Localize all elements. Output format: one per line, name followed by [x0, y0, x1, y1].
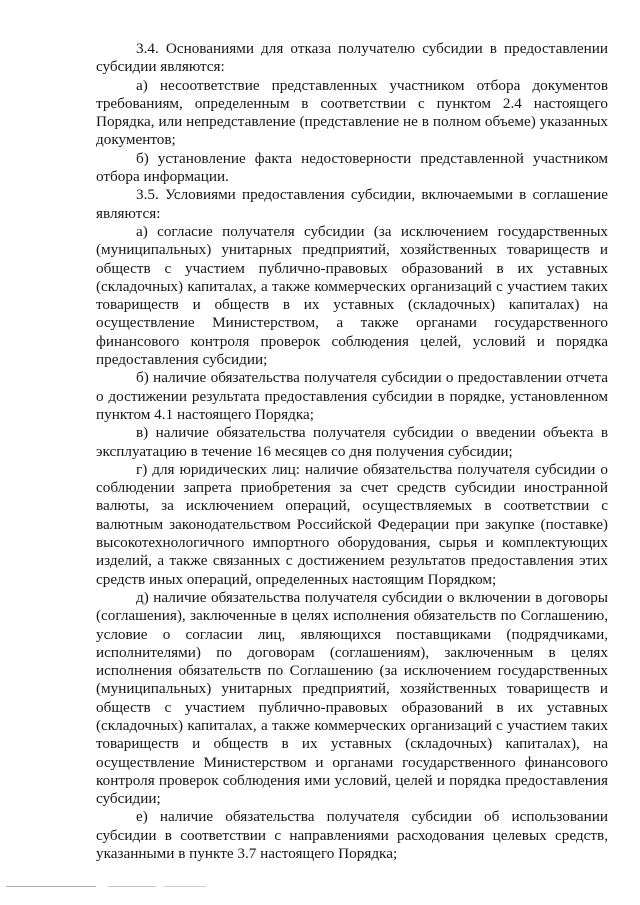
paragraph-3-5-a: а) согласие получателя субсидии (за исключением государственных (муниципальных) унитарных предприятий, хозяйственных товариществ и обществ с участием публично-правовых образований в их уставных (складочных) капиталах, а также коммерческих организаций с участием таких товариществ и обществ в их уставных (складочных) капиталах) на осуществление Министерством, а также органами государственного финансового контроля проверок соблюдения целей, условий и порядка предоставления субсидии; [96, 222, 608, 369]
paragraph-3-5-v: в) наличие обязательства получателя субсидии о введении объекта в эксплуатацию в течение 16 месяцев со дня получения субсидии; [96, 424, 608, 460]
paragraph-3-5-b: б) наличие обязательства получателя субсидии о предоставлении отчета о достижении результата предоставления субсидии в порядке, установленном пунктом 4.1 настоящего Порядка; [96, 369, 608, 423]
paragraph-3-4: 3.4. Основаниями для отказа получателю субсидии в предоставлении субсидии являются: [96, 40, 608, 76]
paragraph-3-4-a: а) несоответствие представленных участником отбора документов требованиям, определенным в соответствии с пунктом 2.4 настоящего Порядка, или непредставление (представление не в полном объеме) указанных документов; [96, 76, 608, 149]
paragraph-3-4-b: б) установление факта недостоверности представленной участником отбора информации. [96, 149, 608, 186]
footer-divider [6, 886, 206, 887]
paragraph-3-5-d: д) наличие обязательства получателя субсидии о включении в договоры (соглашения), заключенные в целях исполнения обязательств по Соглашению, условие о согласии лиц, являющихся поставщиками (подрядчиками, исполнителями) по договорам (соглашениям), заключенным в целях исполнения обязательств по Соглашению (за исключением государственных (муниципальных) унитарных предприятий, хозяйственных товариществ и обществ с участием публично-правовых образований в их уставных (складочных) капиталах, а также коммерческих организаций с участием таких товариществ и обществ в их уставных (складочных) капиталах), на осуществление Министерством и органами государственного финансового контроля проверок соблюдения ими условий, целей и порядка предоставления субсидии; [96, 588, 608, 808]
paragraph-3-5: 3.5. Условиями предоставления субсидии, включаемыми в соглашение являются: [96, 186, 608, 222]
paragraph-3-5-g: г) для юридических лиц: наличие обязательства получателя субсидии о соблюдении запрета приобретения за счет средств субсидии иностранной валюты, за исключением операций, осуществляемых в соответствии с валютным законодательством Российской Федерации при закупке (поставке) высокотехнологичного импортного оборудования, сырья и комплектующих изделий, а также связанных с достижением результатов предоставления этих средств иных операций, определенных настоящим Порядком; [96, 460, 608, 588]
document-body [96, 40, 608, 863]
paragraph-3-5-e: е) наличие обязательства получателя субсидии об использовании субсидии в соответствии с направлениями расходования целевых средств, указанными в пункте 3.7 настоящего Порядка; [96, 808, 608, 863]
